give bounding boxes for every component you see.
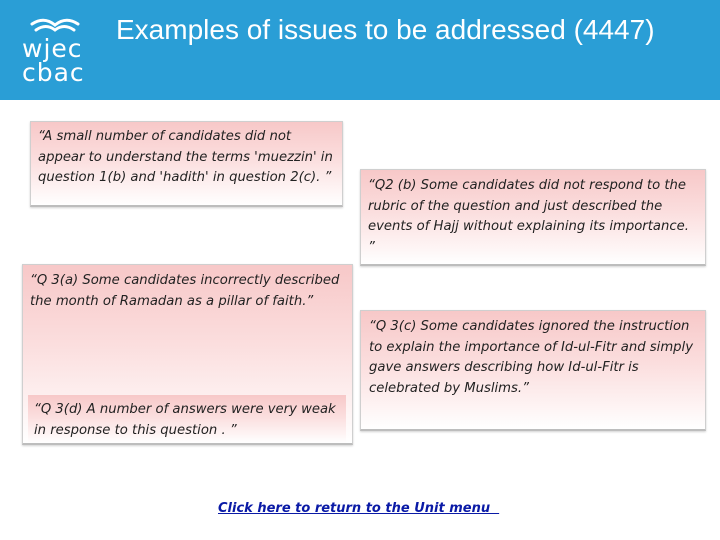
logo-text-wjec: wjec [22, 34, 83, 63]
note-text: “Q2 (b) Some candidates did not respond to the rubric of the question and just described the events of Hajj without explaining its importance. ” [368, 178, 689, 255]
note-text: “A small number of candidates did not appear to understand the terms 'muezzin' in question 1(b) and 'hadith' in question 2(c). ” [38, 129, 333, 186]
note-text: “Q 3(d) A number of answers were very weak in response to this question . ” [34, 402, 336, 438]
wjec-cbac-logo [16, 10, 96, 90]
note-muezzin-hadith [30, 121, 343, 207]
note-text: “Q 3(a) Some candidates incorrectly described the month of Ramadan as a pillar of faith.” [30, 273, 340, 309]
note-q3d-weak-answers [28, 395, 346, 445]
header-banner [0, 0, 720, 100]
return-to-unit-menu-link[interactable]: Click here to return to the Unit menu [218, 501, 500, 516]
logo-text-cbac: cbac [22, 58, 85, 87]
page-title: Examples of issues to be addressed (4447) [116, 14, 655, 45]
note-q2b-hajj [360, 169, 706, 266]
note-text: “Q 3(c) Some candidates ignored the instruction to explain the importance of Id-ul-Fitr and simply gave answers describing how Id-ul-Fitr is celebrated by Muslims.” [369, 319, 694, 396]
book-icon [28, 12, 82, 36]
note-q3c-id-ul-fitr [360, 310, 706, 431]
